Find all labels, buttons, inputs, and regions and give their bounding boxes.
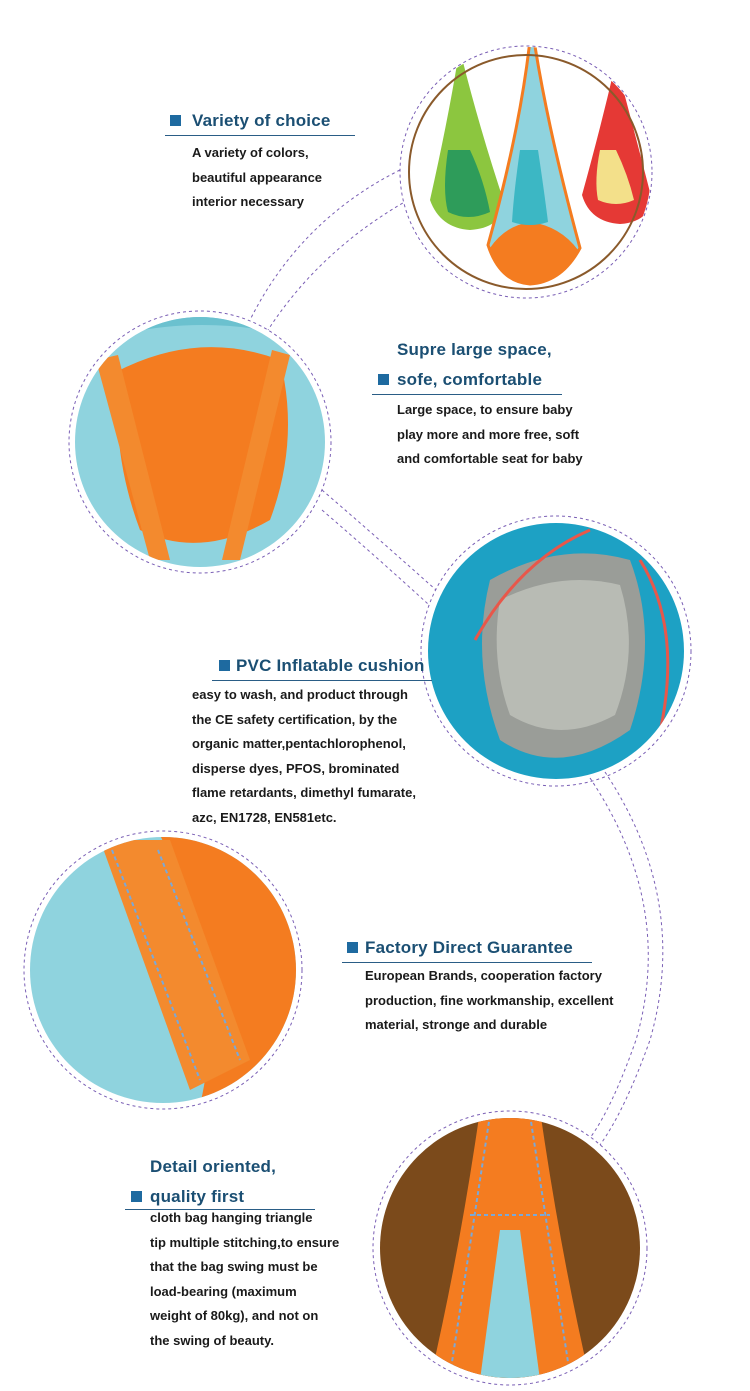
description-line: that the bag swing must be (150, 1259, 318, 1274)
description-line: beautiful appearance (192, 169, 323, 185)
feature-title: PVC Inflatable cushion (236, 656, 425, 675)
description-line: play more and more free, soft (397, 426, 580, 442)
bullet-square-icon (131, 1191, 142, 1202)
feature-title-line1: Supre large space, (397, 340, 552, 359)
feature-title-line2: sofe, comfortable (397, 370, 543, 389)
pod-colors-photo (400, 40, 652, 298)
description-line: the swing of beauty. (150, 1332, 274, 1348)
description-line: disperse dyes, PFOS, brominated (192, 760, 400, 776)
description-line: the CE safety certification, by the (192, 711, 398, 727)
description-line: production, fine workmanship, excellent (365, 992, 614, 1008)
description-line: interior necessary (192, 194, 305, 209)
description-line: and comfortable seat for baby (397, 451, 583, 466)
description-line: Large space, to ensure baby (397, 402, 573, 417)
description-line: European Brands, cooperation factory (365, 968, 602, 983)
description-line: organic matter,pentachlorophenol, (192, 736, 406, 751)
large-space-photo (69, 310, 340, 580)
description-line: cloth bag hanging triangle (150, 1210, 313, 1225)
feature-description (150, 1206, 339, 1353)
feature-description (192, 141, 322, 215)
description-line: load-bearing (maximum (150, 1283, 297, 1299)
bullet-square-icon (219, 660, 230, 671)
factory-seam-photo (24, 831, 302, 1109)
feature-description (365, 964, 614, 1038)
feature-title: Factory Direct Guarantee (365, 938, 573, 957)
triangle-tip-photo (373, 1110, 647, 1385)
feature-title-line2: quality first (150, 1187, 245, 1206)
title-underline (212, 680, 432, 681)
description-line: tip multiple stitching,to ensure (150, 1234, 340, 1250)
feature-description (397, 398, 583, 472)
description-line: azc, EN1728, EN581etc. (192, 809, 337, 825)
title-underline (372, 394, 562, 395)
description-line: A variety of colors, (192, 145, 309, 160)
description-line: flame retardants, dimethyl fumarate, (192, 785, 416, 800)
feature-title: Variety of choice (192, 111, 331, 130)
feature-title-line1: Detail oriented, (150, 1157, 277, 1176)
title-underline (342, 962, 592, 963)
bullet-square-icon (347, 942, 358, 953)
inflatable-cushion-photo (421, 516, 691, 786)
feature-description (192, 683, 416, 830)
title-underline (165, 135, 355, 136)
description-line: weight of 80kg), and not on (150, 1308, 319, 1323)
bullet-square-icon (378, 374, 389, 385)
description-line: material, stronge and durable (365, 1017, 548, 1032)
description-line: easy to wash, and product through (192, 687, 408, 702)
bullet-square-icon (170, 115, 181, 126)
